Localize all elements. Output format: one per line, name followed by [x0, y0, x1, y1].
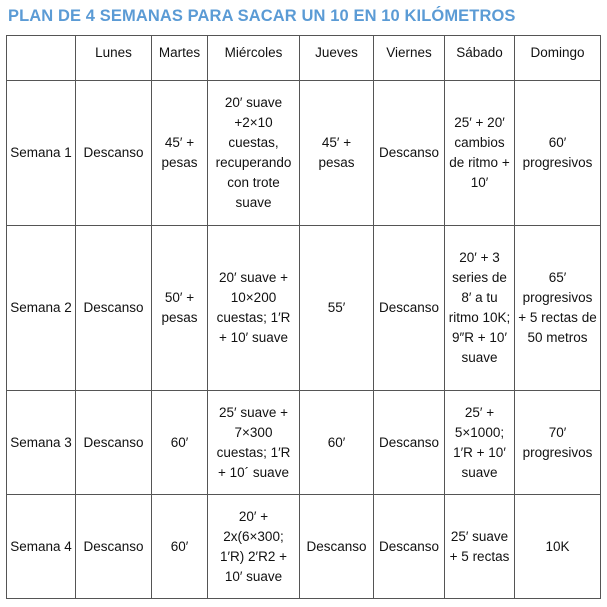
table-cell: 45′ + pesas: [300, 81, 374, 226]
table-row: [7, 495, 601, 599]
table-cell: 55′: [300, 226, 374, 391]
table-cell: Descanso: [76, 226, 152, 391]
table-row: [7, 81, 601, 226]
table-cell: Descanso: [374, 81, 445, 226]
table-cell: 20′ suave + 10×200 cuestas; 1′R + 10′ suave: [208, 226, 300, 391]
table-cell: 50′ + pesas: [152, 226, 208, 391]
header-cell-miercoles: Miércoles: [208, 36, 300, 81]
table-cell: 20′ + 2x(6×300; 1′R) 2′R2 + 10′ suave: [208, 495, 300, 599]
table-row: [7, 226, 601, 391]
header-cell-viernes: Viernes: [374, 36, 445, 81]
table-cell: 60′ progresivos: [515, 81, 601, 226]
table-cell: 60′: [152, 391, 208, 495]
table-cell: Descanso: [374, 226, 445, 391]
header-row: [7, 36, 601, 81]
table-cell: 65′ progresivos + 5 rectas de 50 metros: [515, 226, 601, 391]
week-label: Semana 1: [7, 81, 76, 226]
table-row: [7, 391, 601, 495]
training-plan-table: [6, 35, 601, 599]
table-cell: 25′ suave + 5 rectas: [445, 495, 515, 599]
table-cell: Descanso: [374, 495, 445, 599]
header-cell-lunes: Lunes: [76, 36, 152, 81]
header-cell-jueves: Jueves: [300, 36, 374, 81]
table-cell: 25′ suave + 7×300 cuestas; 1′R + 10´ suave: [208, 391, 300, 495]
table-cell: Descanso: [374, 391, 445, 495]
week-label: Semana 3: [7, 391, 76, 495]
table-cell: 25′ + 5×1000; 1′R + 10′ suave: [445, 391, 515, 495]
page-title: PLAN DE 4 SEMANAS PARA SACAR UN 10 EN 10 KILÓMETROS: [8, 7, 516, 25]
table-cell: 20′ + 3 series de 8′ a tu ritmo 10K; 9″R + 10′ suave: [445, 226, 515, 391]
header-cell-sabado: Sábado: [445, 36, 515, 81]
header-cell-empty: [7, 36, 76, 81]
header-cell-martes: Martes: [152, 36, 208, 81]
table-cell: Descanso: [76, 495, 152, 599]
header-cell-domingo: Domingo: [515, 36, 601, 81]
table-cell: 25′ + 20′ cambios de ritmo + 10′: [445, 81, 515, 226]
table-cell: Descanso: [300, 495, 374, 599]
table-cell: 10K: [515, 495, 601, 599]
week-label: Semana 2: [7, 226, 76, 391]
week-label: Semana 4: [7, 495, 76, 599]
table-cell: 60′: [300, 391, 374, 495]
table-cell: 70′ progresivos: [515, 391, 601, 495]
table-cell: Descanso: [76, 391, 152, 495]
table-cell: 45′ + pesas: [152, 81, 208, 226]
table-cell: Descanso: [76, 81, 152, 226]
table-cell: 20′ suave +2×10 cuestas, recuperando con trote suave: [208, 81, 300, 226]
table-cell: 60′: [152, 495, 208, 599]
